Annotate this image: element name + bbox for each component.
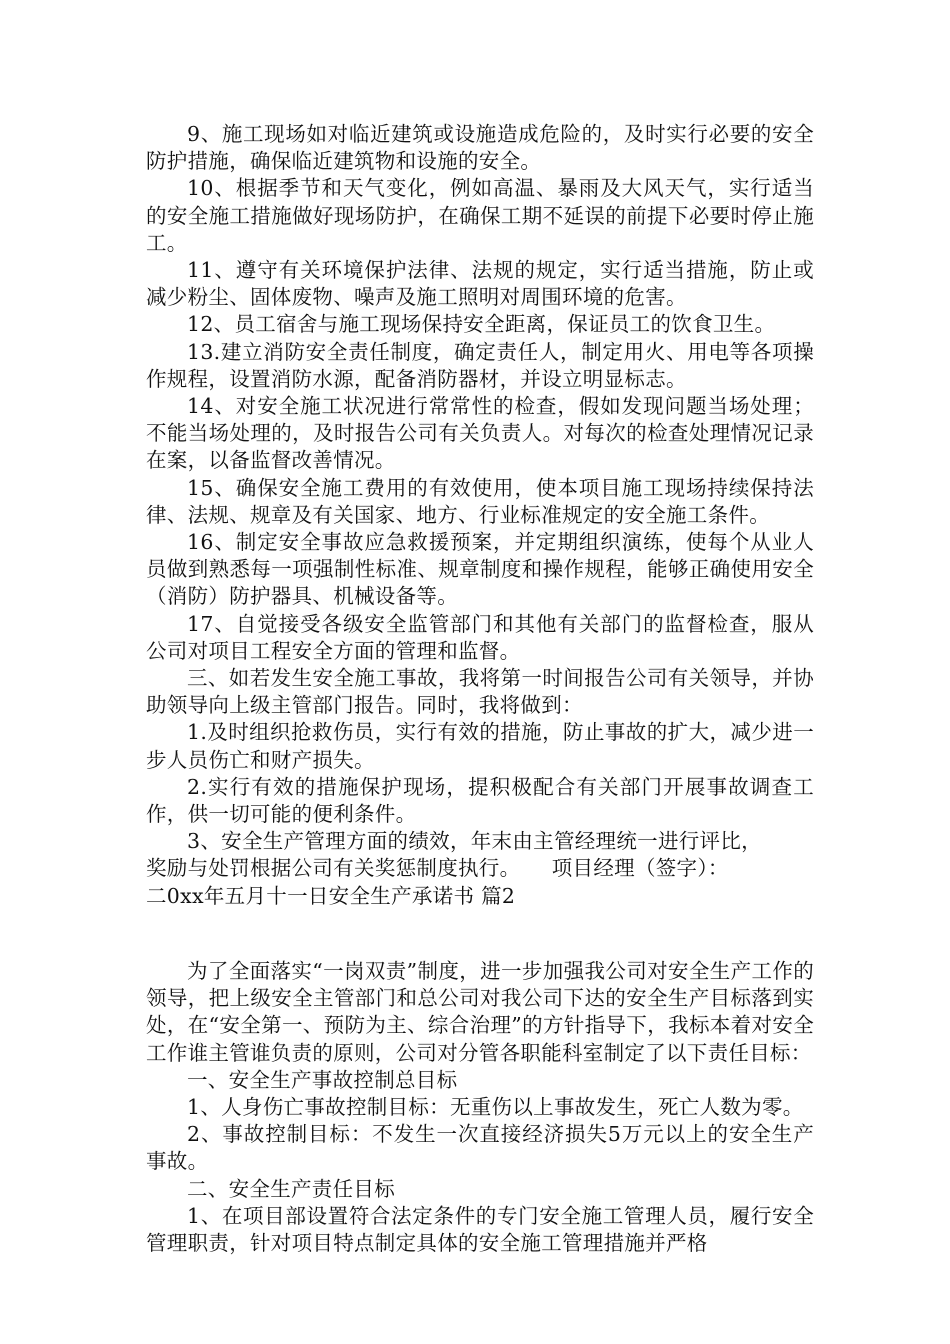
paragraph-item-12: 12、员工宿舍与施工现场保持安全距离，保证员工的饮食卫生。	[187, 312, 776, 337]
target-item-2: 2、事故控制目标：不发生一次直接经济损失5万元以上的安全生产事故。	[146, 1122, 814, 1174]
paragraph-item-16: 16、制定安全事故应急救援预案，并定期组织演练，使每个从业人员做到熟悉每一项强制性标准、规章制度和操作规程，能够正确使用安全（消防）防护器具、机械设备等。	[146, 530, 814, 609]
section-one-heading: 一、安全生产事故控制总目标	[187, 1067, 458, 1092]
section-spacer	[146, 910, 814, 958]
target-item-1: 1、人身伤亡事故控制目标：无重伤以上事故发生，死亡人数为零。	[187, 1094, 804, 1119]
paragraph-response-2: 2.实行有效的措施保护现场，提积极配合有关部门开展事故调查工作，供一切可能的便利条件。	[146, 774, 814, 827]
responsibility-item-1: 1、在项目部设置符合法定条件的专门安全施工管理人员，履行安全管理职责，针对项目特点制定具体的安全施工管理措施并严格	[146, 1203, 814, 1255]
paragraph-item-15: 15、确保安全施工费用的有效使用，使本项目施工现场持续保持法律、法规、规章及有关国家、地方、行业标准规定的安全施工条件。	[146, 475, 814, 527]
paragraph-item-17: 17、自觉接受各级安全监管部门和其他有关部门的监督检查，服从公司对项目工程安全方面的管理和监督。	[146, 611, 814, 663]
document-body	[146, 121, 814, 1257]
paragraph-item-14: 14、对安全施工状况进行常常性的检查，假如发现问题当场处理；不能当场处理的，及时报告公司有关负责人。对每次的检查处理情况记录在案，以备监督改善情况。	[146, 394, 814, 473]
paragraph-item-13: 13.建立消防安全责任制度，确定责任人，制定用火、用电等各项操作规程，设置消防水源，配备消防器材，并设立明显标志。	[146, 339, 814, 391]
section-two-heading: 二、安全生产责任目标	[187, 1176, 395, 1201]
section-three-heading: 三、如若发生安全施工事故，我将第一时间报告公司有关领导，并协助领导向上级主管部门报告。同时，我将做到：	[146, 666, 814, 718]
paragraph-item-9: 9、施工现场如对临近建筑或设施造成危险的，及时实行必要的安全防护措施，确保临近建筑物和设施的安全。	[146, 122, 814, 174]
intro-paragraph: 为了全面落实“一岗双责”制度，进一步加强我公司对安全生产工作的领导，把上级安全主管部门和总公司对我公司下达的安全生产目标落到实处，在“安全第一、预防为主、综合治理”的方针指导下，我标本着对安全工作谁主管谁负责的原则，公司对分管各职能科室制定了以下责任目标：	[146, 958, 814, 1065]
paragraph-item-11: 11、遵守有关环境保护法律、法规的规定，实行适当措施，防止或减少粉尘、固体废物、噪声及施工照明对周围环境的危害。	[146, 258, 814, 310]
paragraph-response-1: 1.及时组织抢救伤员，实行有效的措施，防止事故的扩大，减少进一步人员伤亡和财产损失。	[146, 720, 814, 772]
paragraph-response-3-line2: 奖励与处罚根据公司有关奖惩制度执行。 项目经理（签字）：	[146, 856, 729, 881]
paragraph-item-10: 10、根据季节和天气变化，例如高温、暴雨及大风天气，实行适当的安全施工措施做好现场防护，在确保工期不延误的前提下必要时停止施工。	[146, 176, 814, 255]
date-and-section-title: 二0xx年五月十一日安全生产承诺书 篇2	[146, 883, 516, 908]
paragraph-response-3-line1: 3、安全生产管理方面的绩效，年末由主管经理统一进行评比，	[187, 829, 762, 854]
